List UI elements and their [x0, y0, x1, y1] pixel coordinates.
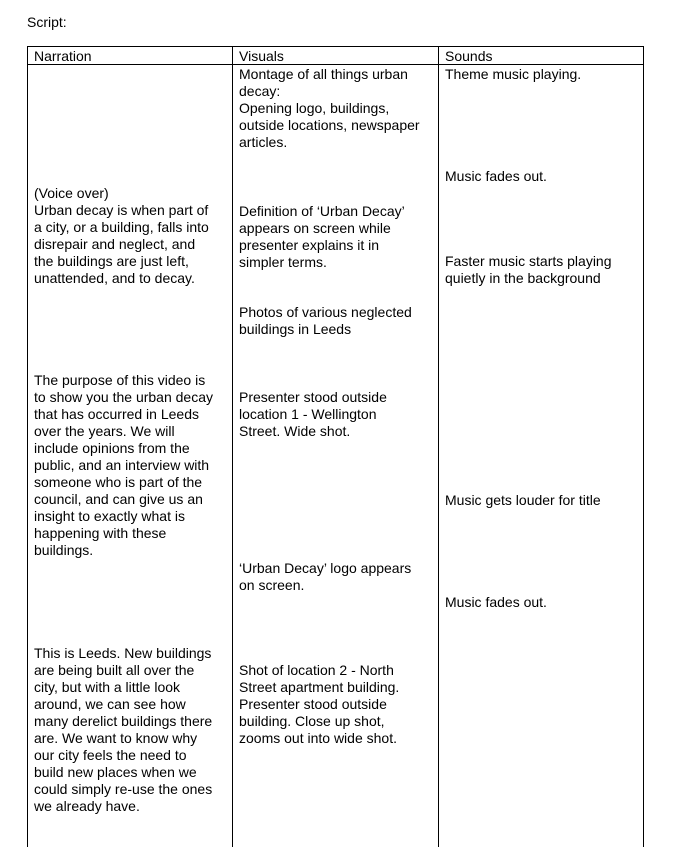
column-header-visuals: Visuals — [239, 48, 284, 64]
column-divider-1 — [232, 46, 233, 847]
table-top-border — [27, 46, 644, 47]
visuals-block-2: Definition of ‘Urban Decay’ appears on screen while presenter explains it in simpler terms. — [239, 203, 405, 270]
sounds-block-2: Music fades out. — [445, 168, 547, 184]
narration-block-1: (Voice over) Urban decay is when part of a city, or a building, falls into disrepair and neglect, and the buildings are just left, unattended, and to decay. — [34, 185, 209, 286]
column-header-sounds: Sounds — [445, 48, 493, 64]
sounds-block-5: Music fades out. — [445, 594, 547, 610]
visuals-block-3: Photos of various neglected buildings in Leeds — [239, 304, 412, 337]
narration-block-2: The purpose of this video is to show you the urban decay that has occurred in Leeds over the years. We will include opinions from the public, and an interview with someone who is part of the council, and can give us an insight to exactly what is happening with these buildings. — [34, 372, 214, 558]
script-heading: Script: — [27, 14, 67, 30]
narration-block-3: This is Leeds. New buildings are being built all over the city, but with a little look around, we can see how many derelict buildings there are. We want to know why our city feels the need to build new places when we could simply re-use the ones we already have. — [34, 645, 213, 814]
column-divider-2 — [438, 46, 439, 847]
table-left-border — [27, 46, 28, 847]
visuals-block-6: Shot of location 2 - North Street apartment building. Presenter stood outside building. Close up shot, zooms out into wide shot. — [239, 662, 400, 746]
sounds-block-4: Music gets louder for title — [445, 492, 601, 508]
visuals-block-5: ‘Urban Decay’ logo appears on screen. — [239, 560, 412, 593]
visuals-block-4: Presenter stood outside location 1 - Wellington Street. Wide shot. — [239, 389, 387, 439]
sounds-block-3: Faster music starts playing quietly in the background — [445, 253, 612, 286]
table-right-border — [643, 46, 644, 847]
column-header-narration: Narration — [34, 48, 92, 64]
visuals-block-1: Montage of all things urban decay: Opening logo, buildings, outside locations, newspaper articles. — [239, 66, 420, 150]
sounds-block-1: Theme music playing. — [445, 66, 582, 82]
